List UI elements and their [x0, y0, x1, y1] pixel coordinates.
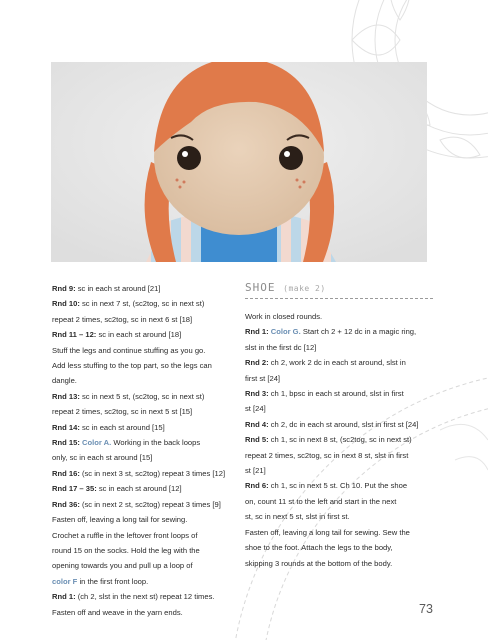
instruction-line — [52, 281, 242, 296]
round-label: Rnd 36: — [52, 499, 80, 509]
instruction-line — [52, 558, 242, 573]
instruction-line — [245, 340, 431, 355]
round-label: Rnd 2: — [245, 358, 269, 368]
instruction-line — [52, 404, 242, 419]
round-label: Rnd 1: — [52, 592, 76, 602]
instruction-line — [245, 386, 431, 401]
instruction-text: repeat 2 times, sc2tog, sc in next 6 st [18] — [52, 314, 193, 324]
instruction-text: ch 2, work 2 dc in each st around, slst in — [268, 358, 406, 368]
instruction-text: sc in next 5 st, (sc2tog, sc in next st) — [79, 391, 205, 401]
round-label: Rnd 5: — [245, 435, 269, 445]
instruction-text: round 15 on the socks. Hold the leg with the — [52, 545, 200, 555]
instruction-text: Fasten off, leaving a long tail for sewing. — [52, 515, 188, 525]
instruction-text: sc in each st around [21] — [75, 284, 161, 293]
instruction-text: sc in each st around [12] — [96, 484, 182, 494]
round-label: Rnd 9: — [52, 284, 76, 293]
instruction-text: Start ch 2 + 12 dc in a magic ring, — [300, 327, 417, 337]
instruction-text: ch 1, sc in next 5 st. Ch 10. Put the shoe — [268, 481, 408, 491]
instruction-text: dangle. — [52, 376, 77, 386]
instruction-text: Crochet a ruffle in the leftover front loops of — [52, 530, 198, 540]
instruction-line — [245, 494, 431, 509]
round-label: Rnd 3: — [245, 389, 269, 399]
round-label: Rnd 15: — [52, 438, 80, 448]
instruction-line — [52, 574, 242, 589]
round-label: Rnd 4: — [245, 419, 269, 429]
instruction-line — [245, 540, 431, 555]
color-label: Color G. — [270, 327, 301, 337]
instruction-text: ch 1, sc in next 8 st, (sc2tog, sc in next st) — [268, 435, 412, 445]
instruction-text: ch 1, bpsc in each st around, slst in first — [268, 389, 404, 399]
doll-photo — [51, 62, 427, 262]
instruction-line — [52, 312, 242, 327]
instruction-line — [52, 327, 242, 342]
instruction-line — [245, 556, 431, 571]
round-label: Rnd 14: — [52, 422, 80, 432]
round-label: Rnd 16: — [52, 468, 80, 478]
instruction-line — [52, 358, 242, 373]
instruction-text: skipping 3 rounds at the bottom of the body. — [245, 558, 393, 568]
instruction-text: (sc in next 3 st, sc2tog) repeat 3 times [12] — [79, 468, 226, 478]
instruction-text: in the first front loop. — [77, 576, 149, 586]
section-subtitle: (make 2) — [283, 284, 326, 293]
instruction-line — [52, 420, 242, 435]
instruction-line — [52, 466, 242, 481]
color-label: color F — [52, 576, 78, 586]
instruction-text: repeat 2 times, sc2tog, sc in next 5 st [15] — [52, 407, 193, 417]
round-label: Rnd 6: — [245, 481, 269, 491]
page-number: 73 — [419, 602, 433, 616]
instruction-line — [245, 371, 431, 386]
round-label: Rnd 13: — [52, 391, 80, 401]
section-divider — [245, 298, 433, 299]
instruction-line — [52, 343, 242, 358]
section-title — [245, 281, 326, 294]
instruction-line — [52, 543, 242, 558]
instruction-text: sc in each st around [15] — [79, 422, 165, 432]
instruction-text: st [24] — [245, 404, 266, 414]
round-label: Rnd 17 – 35: — [52, 484, 97, 494]
instruction-text: st, sc in next 5 st, slst in first st. — [245, 512, 350, 522]
instruction-text: Stuff the legs and continue stuffing as you go. — [52, 345, 206, 355]
section-title-text: SHOE — [245, 281, 276, 294]
instruction-line — [52, 373, 242, 388]
instruction-line — [245, 525, 431, 540]
instruction-text: Work in closed rounds. — [245, 312, 323, 321]
instruction-line — [52, 605, 242, 620]
instruction-text: Working in the back loops — [111, 438, 201, 448]
instruction-line — [245, 463, 431, 478]
round-label: Rnd 10: — [52, 299, 80, 309]
instruction-line — [52, 296, 242, 311]
instruction-text: (sc in next 2 st, sc2tog) repeat 3 times [9] — [79, 499, 221, 509]
instruction-line — [245, 448, 431, 463]
instruction-text: st [21] — [245, 466, 266, 476]
instruction-line — [52, 450, 242, 465]
instruction-line — [245, 478, 431, 493]
instruction-line — [245, 355, 431, 370]
instruction-line — [245, 309, 431, 324]
instruction-text: on, count 11 st to the left and start in the next — [245, 496, 397, 506]
instruction-text: only, sc in each st around [15] — [52, 453, 153, 463]
instruction-text: slst in the first dc [12] — [245, 342, 317, 352]
instruction-text: first st [24] — [245, 373, 281, 383]
instruction-text: sc in next 7 st, (sc2tog, sc in next st) — [79, 299, 205, 309]
instruction-text: Add less stuffing to the top part, so the legs can — [52, 361, 212, 371]
instruction-line — [52, 528, 242, 543]
instruction-text: repeat 2 times, sc2tog, sc in next 8 st, slst in first — [245, 450, 409, 460]
instruction-text: sc in each st around [18] — [96, 330, 182, 340]
instruction-line — [245, 401, 431, 416]
instruction-line — [245, 432, 431, 447]
round-label: Rnd 11 – 12: — [52, 330, 97, 340]
instruction-line — [52, 481, 242, 496]
instruction-line — [52, 512, 242, 527]
instruction-line — [245, 324, 431, 339]
instruction-line — [245, 417, 431, 432]
instruction-line — [52, 589, 242, 604]
instruction-line — [245, 509, 431, 524]
instruction-line — [52, 389, 242, 404]
instruction-text: opening towards you and pull up a loop of — [52, 561, 193, 571]
instruction-text: Fasten off and weave in the yarn ends. — [52, 607, 183, 617]
instruction-text: (ch 2, slst in the next st) repeat 12 times. — [75, 592, 215, 602]
instruction-text: shoe to the foot. Attach the legs to the body, — [245, 543, 393, 553]
instruction-text: Fasten off, leaving a long tail for sewing. Sew the — [245, 527, 410, 537]
right-column-instructions — [245, 309, 431, 571]
round-label: Rnd 1: — [245, 327, 269, 337]
instruction-line — [52, 435, 242, 450]
left-column-instructions — [52, 281, 242, 620]
instruction-line — [52, 497, 242, 512]
color-label: Color A. — [81, 438, 112, 448]
instruction-text: ch 2, dc in each st around, slst in first st [24] — [268, 419, 419, 429]
